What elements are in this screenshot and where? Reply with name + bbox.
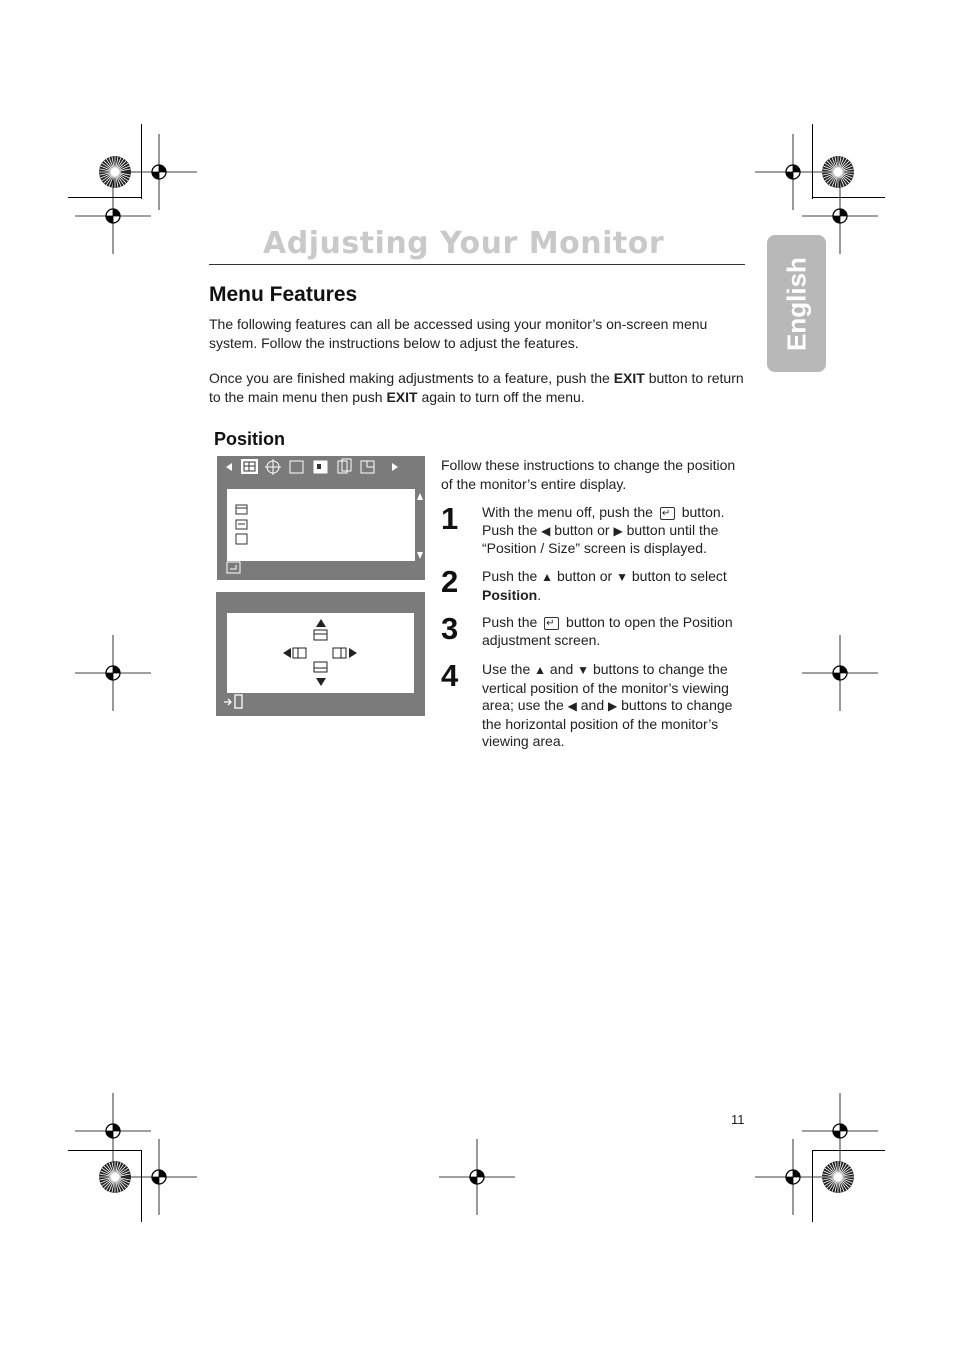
- reg-mark-icon: [802, 635, 878, 711]
- enter-key-icon: [660, 507, 675, 520]
- language-tab: [767, 235, 826, 372]
- step-number: 2: [441, 564, 459, 599]
- triangle-up-icon: ▲: [534, 663, 547, 677]
- triangle-down-icon: ▼: [577, 663, 590, 677]
- osd-main-menu: [217, 456, 425, 580]
- reg-mark-icon: [75, 1093, 151, 1169]
- step-4-text: Use the ▲ and ▼ buttons to change the vertical position of the monitor’s viewing area; use the ◀ and ▶ buttons to change the horizontal position of the monitor’s viewing area.: [482, 661, 733, 749]
- section-heading: Menu Features: [209, 283, 358, 306]
- step-number: 1: [441, 501, 459, 536]
- triangle-down-icon: ▼: [616, 570, 628, 584]
- step-number: 3: [441, 611, 459, 646]
- triangle-left-icon: [226, 463, 232, 471]
- title-rule: [209, 264, 745, 265]
- position-intro: Follow these instructions to change the position of the monitor’s entire display.: [441, 457, 736, 492]
- osd-position-screen: [216, 592, 425, 716]
- reg-mark-icon: [755, 134, 831, 210]
- triangle-left-icon: ◀: [567, 699, 577, 713]
- starburst-icon: [822, 156, 854, 188]
- exit-icon: [224, 695, 242, 708]
- reg-mark-icon: [439, 1139, 515, 1215]
- enter-key-icon: [227, 562, 240, 573]
- position-heading: Position: [214, 429, 285, 449]
- step-2-text: Push the ▲ button or ▼ button to select Position.: [482, 568, 727, 603]
- intro-paragraph: The following features can all be accessed using your monitor’s on-screen menu system. Follow the instructions below to adjust the features.: [209, 316, 708, 351]
- triangle-up-icon: [417, 493, 423, 500]
- reg-mark-icon: [802, 1093, 878, 1169]
- triangle-up-icon: ▲: [541, 570, 554, 584]
- page-title: Adjusting Your Monitor: [263, 226, 665, 261]
- reg-mark-icon: [75, 178, 151, 254]
- enter-key-icon: [544, 617, 559, 630]
- triangle-down-icon: [417, 552, 423, 559]
- page-number: 11: [731, 1112, 745, 1127]
- triangle-right-icon: ▶: [613, 523, 623, 538]
- reg-mark-icon: [755, 1139, 831, 1215]
- triangle-right-icon: ▶: [608, 699, 618, 713]
- reg-mark-icon: [121, 1139, 197, 1215]
- position-adjust-graphic: [216, 592, 425, 716]
- osd-menu-icons: [217, 456, 425, 580]
- reg-mark-icon: [75, 635, 151, 711]
- step-1-text: With the menu off, push the ↵ button. Push the ◀ button or ▶ button until the “Position / Size” screen is displayed.: [482, 504, 744, 558]
- triangle-right-icon: [392, 463, 398, 471]
- step-3-text: Push the ↵ button to open the Position adjustment screen.: [482, 614, 744, 649]
- exit-paragraph: Once you are finished making adjustments to a feature, push the EXIT button to return to the main menu then push EXIT again to turn off the menu.: [209, 370, 744, 405]
- triangle-left-icon: ◀: [541, 523, 551, 538]
- step-number: 4: [441, 658, 459, 693]
- starburst-icon: [822, 1161, 854, 1193]
- language-tab-label: English: [781, 256, 811, 351]
- reg-mark-icon: [121, 134, 197, 210]
